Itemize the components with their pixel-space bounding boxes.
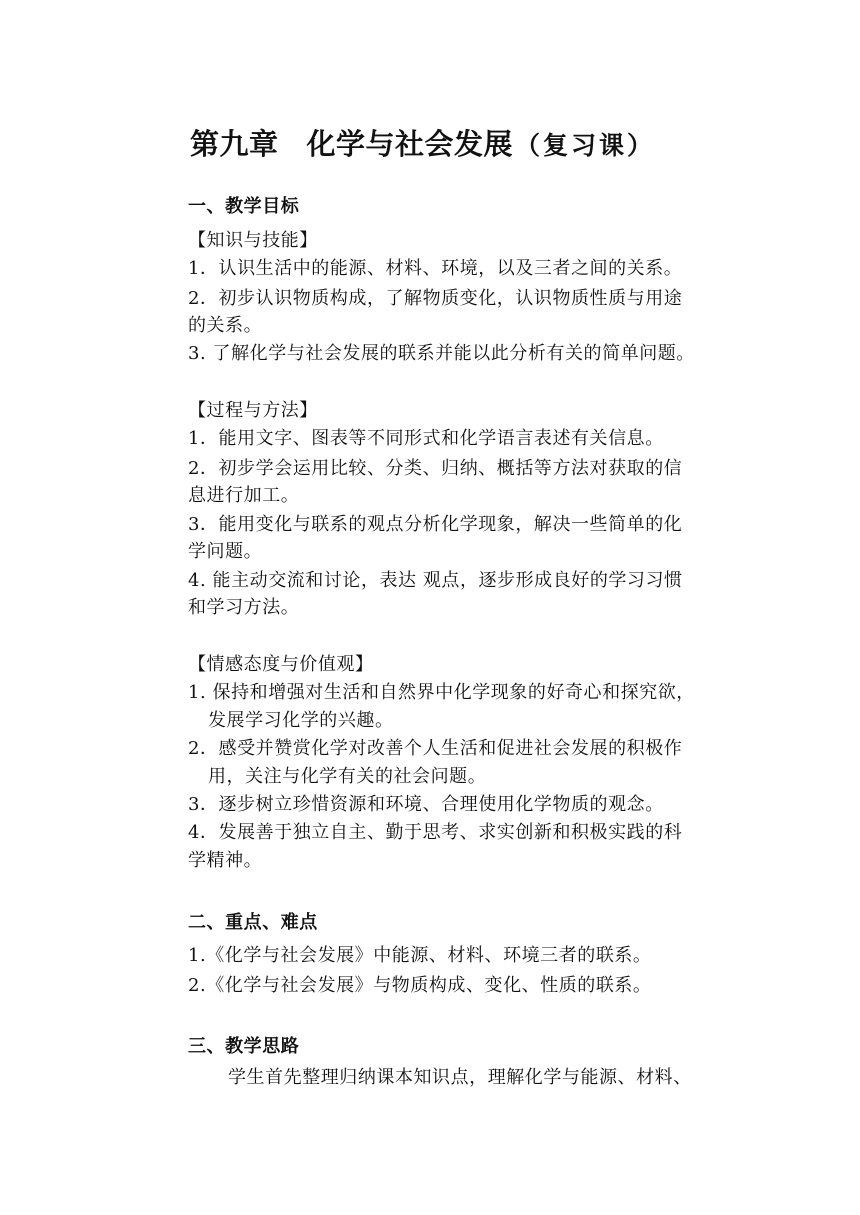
section-heading-teaching-goals: 一、教学目标 [188, 196, 300, 217]
list-item: 3．逐步树立珍惜资源和环境、合理使用化学物质的观念。 [188, 794, 664, 815]
paragraph: 学生首先整理归纳课本知识点，理解化学与能源、材料、 [228, 1067, 692, 1088]
list-item-continuation: 学问题。 [188, 541, 263, 562]
list-item-continuation: 学精神。 [188, 850, 263, 871]
section-heading-key-points: 二、重点、难点 [188, 912, 318, 933]
list-item-continuation: 发展学习化学的兴趣。 [208, 710, 394, 731]
list-item-continuation: 的关系。 [188, 315, 263, 336]
list-item-continuation: 息进行加工。 [188, 485, 300, 506]
list-item: 3. 了解化学与社会发展的联系并能以此分析有关的简单问题。 [188, 343, 695, 364]
list-item: 1. 保持和增强对生活和自然界中化学现象的好奇心和探究欲， [188, 682, 695, 703]
subsection-label-knowledge: 【知识与技能】 [188, 230, 318, 251]
list-item: 2.《化学与社会发展》与物质构成、变化、性质的联系。 [188, 975, 652, 996]
chapter-number: 第九章 [190, 127, 279, 161]
list-item: 2．感受并赞赏化学对改善个人生活和促进社会发展的积极作 [188, 738, 683, 759]
section-heading-teaching-approach: 三、教学思路 [188, 1036, 300, 1057]
list-item: 3．能用变化与联系的观点分析化学现象，解决一些简单的化 [188, 514, 683, 535]
subsection-label-attitude: 【情感态度与价值观】 [188, 654, 374, 675]
document-title [190, 122, 750, 166]
list-item: 2．初步学会运用比较、分类、归纳、概括等方法对获取的信 [188, 458, 683, 479]
chapter-topic: 化学与社会发展 [306, 127, 514, 161]
list-item-continuation: 用，关注与化学有关的社会问题。 [208, 766, 487, 787]
list-item-continuation: 和学习方法。 [188, 597, 300, 618]
subsection-label-process: 【过程与方法】 [188, 400, 318, 421]
list-item: 1.《化学与社会发展》中能源、材料、环境三者的联系。 [188, 945, 652, 966]
list-item: 2．初步认识物质构成，了解物质变化，认识物质性质与用途 [188, 288, 683, 309]
list-item: 4. 能主动交流和讨论，表达 观点，逐步形成良好的学习习惯 [188, 570, 683, 591]
list-item: 1．能用文字、图表等不同形式和化学语言表述有关信息。 [188, 428, 664, 449]
list-item: 1．认识生活中的能源、材料、环境，以及三者之间的关系。 [188, 258, 683, 279]
list-item: 4．发展善于独立自主、勤于思考、求实创新和积极实践的科 [188, 822, 683, 843]
chapter-subtitle: （复习课） [515, 131, 656, 160]
